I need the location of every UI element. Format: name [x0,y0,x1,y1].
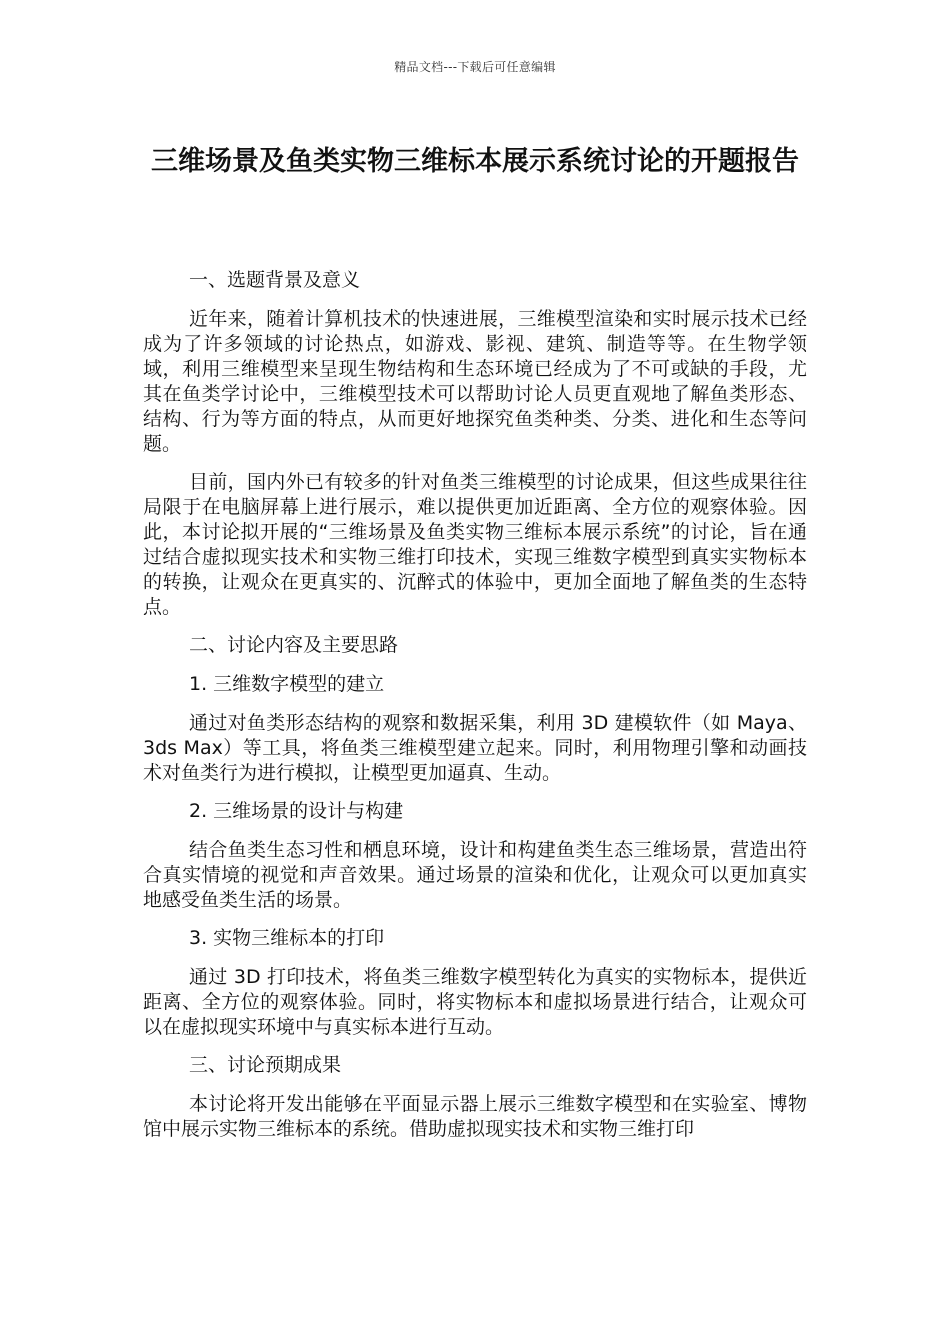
section-heading-expected-results: 三、讨论预期成果 [189,1054,342,1076]
paragraph-expected-results: 本讨论将开发出能够在平面显示器上展示三维数字模型和在实验室、博物馆中展示实物三维标本的系统。借助虚拟现实技术和实物三维打印 [143,1093,807,1140]
paragraph-background-1: 近年来，随着计算机技术的快速进展，三维模型渲染和实时展示技术已经成为了许多领域的讨论热点，如游戏、影视、建筑、制造等等。在生物学领域，利用三维模型来呈现生物结构和生态环境已经成为了不可或缺的手段，尤其在鱼类学讨论中，三维模型技术可以帮助讨论人员更直观地了解鱼类形态、结构、行为等方面的特点，从而更好地探究鱼类种类、分类、进化和生态等问题。 [143,308,807,455]
paragraph-digital-model: 通过对鱼类形态结构的观察和数据采集，利用 3D 建模软件（如 Maya、3ds Max）等工具，将鱼类三维模型建立起来。同时，利用物理引擎和动画技术对鱼类行为进行模拟，让模型更加逼真、生动。 [143,712,807,784]
subheading-scene-design: 2. 三维场景的设计与构建 [189,800,404,822]
subheading-specimen-printing: 3. 实物三维标本的打印 [189,927,385,949]
paragraph-specimen-printing: 通过 3D 打印技术，将鱼类三维数字模型转化为真实的实物标本，提供近距离、全方位的观察体验。同时，将实物标本和虚拟场景进行结合，让观众可以在虚拟现实环境中与真实标本进行互动。 [143,966,807,1038]
page-header-note: 精品文档---下载后可任意编辑 [394,60,556,74]
paragraph-scene-design: 结合鱼类生态习性和栖息环境，设计和构建鱼类生态三维场景，营造出符合真实情境的视觉和声音效果。通过场景的渲染和优化，让观众可以更加真实地感受鱼类生活的场景。 [143,839,807,911]
section-heading-background: 一、选题背景及意义 [189,269,361,291]
document-body [143,268,807,1155]
section-heading-content: 二、讨论内容及主要思路 [189,634,399,656]
paragraph-background-2: 目前，国内外已有较多的针对鱼类三维模型的讨论成果，但这些成果往往局限于在电脑屏幕上进行展示，难以提供更加近距离、全方位的观察体验。因此，本讨论拟开展的“三维场景及鱼类实物三维标本展示系统”的讨论，旨在通过结合虚拟现实技术和实物三维打印技术，实现三维数字模型到真实实物标本的转换，让观众在更真实的、沉醉式的体验中，更加全面地了解鱼类的生态特点。 [143,471,807,618]
subheading-digital-model: 1. 三维数字模型的建立 [189,673,385,695]
document-title: 三维场景及鱼类实物三维标本展示系统讨论的开题报告 [151,146,799,177]
